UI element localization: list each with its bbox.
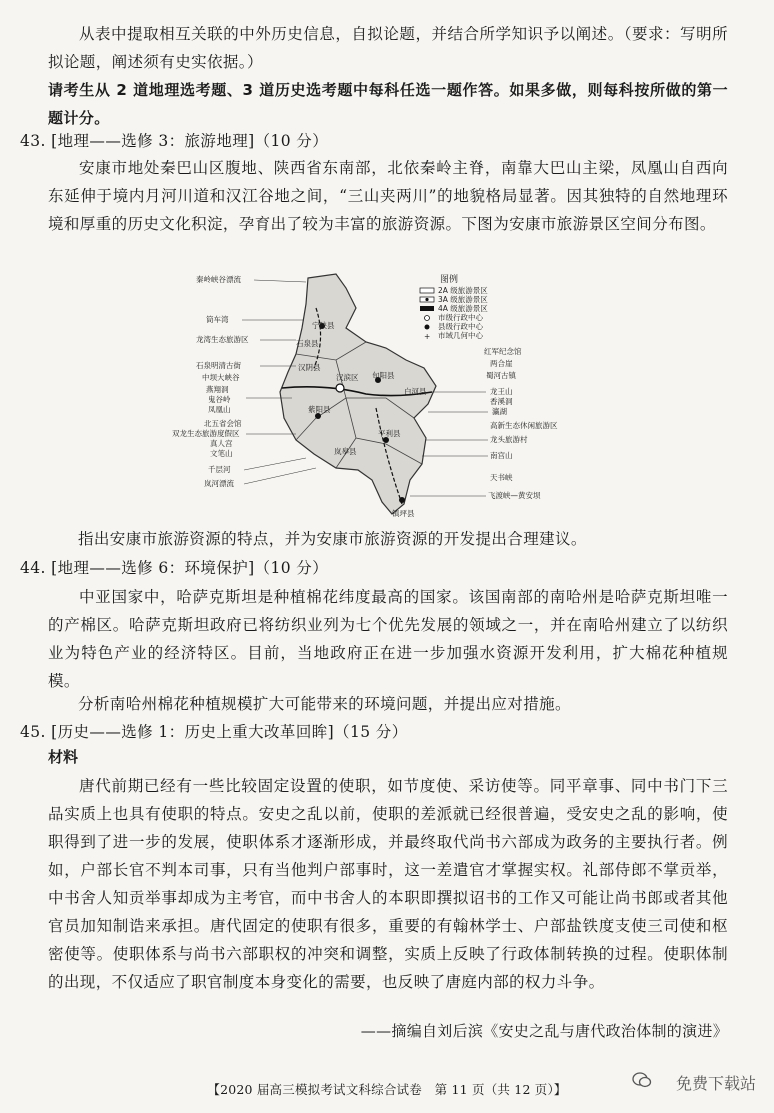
county-label: 岚皋县 [334,447,357,456]
left-scenic-label: 岚河漂流 [204,479,234,488]
left-scenic-label: 龙湾生态旅游区 [196,335,249,344]
city-center-icon [336,384,344,392]
left-scenic-label: 秦岭峡谷漂流 [196,275,241,284]
left-scenic-label: 燕翔洞 [206,385,229,394]
cross-icon: + [424,332,431,341]
county-label: 旬阳县 [372,371,395,380]
legend-item: 市域几何中心 [438,331,483,340]
county-label: 白河县 [404,387,427,396]
elective-notice: 请考生从 2 道地理选考题、3 道历史选考题中每科任选一题作答。如果多做，则每科按所做的第一题计分。 [48,81,728,127]
right-scenic-label: 两合崖 [490,359,513,368]
left-scenic-label: 鬼谷岭 [208,395,231,404]
right-scenic-label: 瀛湖 [492,407,507,416]
left-scenic-label: 凤凰山 [208,405,231,414]
left-scenic-label: 千层河 [208,465,231,474]
legend-item: 4A 级旅游景区 [438,304,488,313]
q44-body: 中亚国家中，哈萨克斯坦是种植棉花纬度最高的国家。该国南部的南哈州是哈萨克斯坦唯一的产棉区。哈萨克斯坦政府已将纺织业列为七个优先发展的领域之一，并在南哈州建立了以纺织业为特色产业的经济特区。目前，当地政府正在进一步加强水资源开发利用，扩大棉花种植规模。 [48,588,728,690]
county-label: 汉阴县 [298,363,321,372]
right-scenic-label: 南宫山 [490,451,513,460]
left-scenic-label: 石泉明清古街 [196,361,241,370]
intro-paragraph: 从表中提取相互关联的中外历史信息，自拟论题，并结合所学知识予以阐述。（要求：写明所拟论题，阐述须有史实依据。） [48,25,728,71]
material-label: 材料 [48,748,79,766]
q44-prompt: 分析南哈州棉花种植规模扩大可能带来的环境问题，并提出应对措施。 [78,695,571,713]
right-scenic-label: 高新生态休闲旅游区 [490,421,558,430]
left-scenic-label: 真人宫 [210,439,233,448]
county-label: 石泉县 [296,339,319,348]
county-center-icon [399,497,405,503]
right-scenic-label: 红军纪念馆 [484,347,522,356]
q43-prompt: 指出安康市旅游资源的特点，并为安康市旅游资源的开发提出合理建议。 [78,530,587,548]
legend-title: 图例 [440,275,459,285]
county-label: 镇坪县 [392,509,415,518]
q43-body: 安康市地处秦巴山区腹地、陕西省东南部，北依秦岭主脊，南靠大巴山主梁，凤凰山自西向东延伸于境内月河川道和汉江谷地之间，“三山夹两川”的地貌格局显著。因其独特的自然地理环境和厚重的历史文化积淀，孕育出了较为丰富的旅游资源。下图为安康市旅游景区空间分布图。 [48,159,728,233]
wechat-icon [632,1070,652,1090]
tourism-map [172,268,596,522]
left-scenic-label: 双龙生态旅游度假区 [172,429,240,438]
county-label: 汉滨区 [336,373,359,382]
county-label: 平利县 [378,429,401,438]
legend-item: 市级行政中心 [438,313,483,322]
page-footer: 【2020 届高三模拟考试文科综合试卷 第 11 页（共 12 页）】 [207,1082,567,1097]
right-scenic-label: 香溪洞 [490,397,513,406]
left-scenic-label: 文笔山 [210,449,233,458]
left-scenic-label: 筒车湾 [206,315,229,324]
left-scenic-label: 北五省会馆 [204,419,242,428]
right-scenic-label: 龙王山 [490,387,513,396]
right-scenic-label: 龙头旅游村 [490,435,528,444]
q45-header: 45. [历史——选修 1：历史上重大改革回眸]（15 分） [20,723,408,741]
right-scenic-label: 蜀河古镇 [486,371,516,380]
material-source: ——摘编自刘后滨《安史之乱与唐代政治体制的演进》 [360,1022,728,1040]
left-scenic-label: 中坝大峡谷 [202,373,240,382]
legend-item: 县级行政中心 [438,322,483,331]
q45-material-body: 唐代前期已经有一些比较固定设置的使职，如节度使、采访使等。同平章事、同中书门下三品实质上也具有使职的特点。安史之乱以前，使职的差派就已经很普遍，受安史之乱的影响，使职得到了进一步的发展，使职体系才逐渐形成，并最终取代尚书六部成为政务的主要执行者。例如，户部长官不判本司事，只有当他判户部事时，这一差遣官才掌握实权。礼部侍郎不掌贡举，中书舍人知贡举事却成为主考官，而中书舍人的本职即撰拟诏书的工作又可能让尚书郎或者其他官员加知制诰来承担。唐代固定的使职有很多，重要的有翰林学士、户部盐铁度支使三司使和枢密使等。使职体系与尚书六部职权的冲突和调整，实质上反映了行政体制转换的过程。使职体制的出现，不仅适应了职官制度本身变化的需要，也反映了唐庭内部的权力斗争。 [48,777,728,991]
legend-item: 3A 级旅游景区 [438,295,488,304]
right-scenic-label: 天书峡 [490,473,513,482]
q43-header: 43. [地理——选修 3：旅游地理]（10 分） [20,132,329,150]
right-scenic-label: 飞渡峡—黄安坝 [488,491,541,500]
q44-header: 44. [地理——选修 6：环境保护]（10 分） [20,559,329,577]
watermark-text: 免费下载站 [675,1074,756,1093]
county-label: 宁陕县 [312,321,335,330]
legend-item: 2A 级旅游景区 [438,286,488,295]
county-label: 紫阳县 [308,405,331,414]
